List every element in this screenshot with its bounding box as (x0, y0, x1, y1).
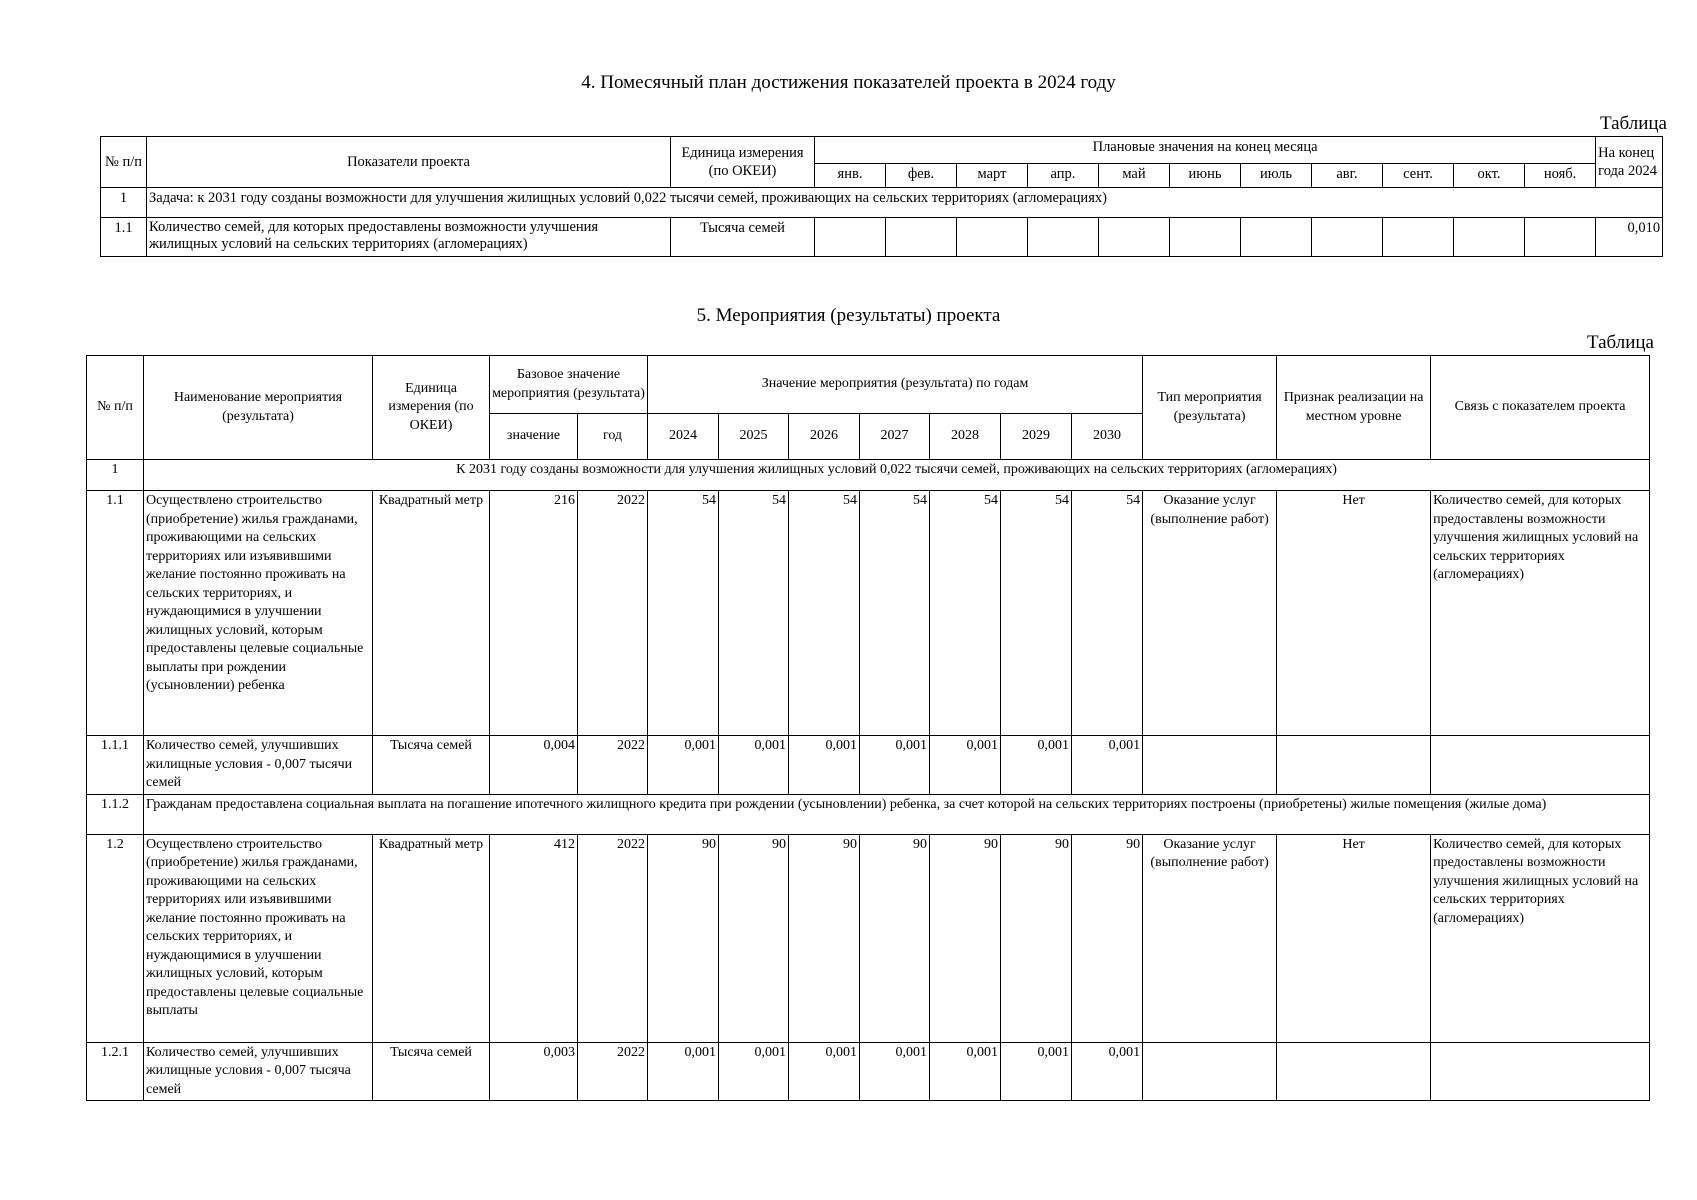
local-level-flag: Нет (1277, 834, 1431, 1042)
end-of-year-value: 0,010 (1596, 218, 1663, 257)
task-text: К 2031 году созданы возможности для улучшения жилищных условий 0,022 тысячи семей, проживающих на сельских территориях (агломерациях) (144, 460, 1650, 491)
year-value: 0,001 (1072, 736, 1143, 795)
base-year: 2022 (578, 491, 648, 736)
header-base-year: год (578, 414, 648, 460)
subtask-text: Гражданам предоставлена социальная выплата на погашение ипотечного жилищного кредита при рождении (усыновлении) ребенка, за счет которой на сельских территориях построены (приобретены) жилые помещения (жилые дома) (144, 794, 1650, 834)
table-row (101, 218, 1663, 257)
month-cell (1454, 218, 1525, 257)
year-value: 0,001 (1001, 1042, 1072, 1101)
header-year: 2028 (930, 414, 1001, 460)
section4-table-label: Таблица (1599, 113, 1667, 134)
year-value: 0,001 (648, 736, 719, 795)
table-row (87, 1042, 1650, 1101)
year-value: 54 (719, 491, 789, 736)
header-year: 2027 (860, 414, 930, 460)
header-month: апр. (1028, 164, 1099, 188)
result-name: Осуществлено строительство (приобретение) жилья гражданами, проживающими на сельских территориях или изъявившими желание постоянно проживать на сельских территориях, и нуждающимися в улучшении жилищных условий, которым предоставлены целевые социальные выплаты при рождении (усыновлении) ребенка (144, 491, 373, 736)
year-value: 54 (1072, 491, 1143, 736)
year-value: 0,001 (860, 1042, 930, 1101)
year-value: 0,001 (789, 736, 860, 795)
section4-title: 4. Помесячный план достижения показателей проекта в 2024 году (581, 72, 1116, 93)
year-value: 0,001 (719, 1042, 789, 1101)
year-value: 90 (789, 834, 860, 1042)
header-month: июль (1241, 164, 1312, 188)
header-num: № п/п (87, 356, 144, 460)
row-num: 1.2.1 (87, 1042, 144, 1101)
year-value: 54 (930, 491, 1001, 736)
year-value: 90 (860, 834, 930, 1042)
section5-title: 5. Мероприятия (результаты) проекта (696, 305, 1001, 326)
year-value: 54 (648, 491, 719, 736)
result-unit: Тысяча семей (373, 736, 490, 795)
row-num: 1 (101, 188, 147, 218)
header-planned-values: Плановые значения на конец месяца (815, 137, 1596, 164)
header-type: Тип мероприятия (результата) (1143, 356, 1277, 460)
header-month: авг. (1312, 164, 1383, 188)
header-month: май (1099, 164, 1170, 188)
local-level-flag: Нет (1277, 491, 1431, 736)
base-value: 412 (490, 834, 578, 1042)
month-cell (1241, 218, 1312, 257)
month-cell (1170, 218, 1241, 257)
month-cell (815, 218, 886, 257)
header-base: Базовое значение мероприятия (результата) (490, 356, 648, 414)
row-num: 1.1 (101, 218, 147, 257)
year-value: 0,001 (860, 736, 930, 795)
indicator-link (1431, 736, 1650, 795)
header-end-of-year: На конец года 2024 (1596, 137, 1663, 188)
result-unit: Тысяча семей (373, 1042, 490, 1101)
year-value: 90 (719, 834, 789, 1042)
result-type: Оказание услуг (выполнение работ) (1143, 491, 1277, 736)
month-cell (957, 218, 1028, 257)
row-num: 1.2 (87, 834, 144, 1042)
year-value: 0,001 (648, 1042, 719, 1101)
base-year: 2022 (578, 736, 648, 795)
year-value: 54 (1001, 491, 1072, 736)
task-text: Задача: к 2031 году созданы возможности для улучшения жилищных условий 0,022 тысячи семей, проживающих на сельских территориях (агломерациях) (147, 188, 1663, 218)
indicator-unit: Тысяча семей (671, 218, 815, 257)
table-row (87, 834, 1650, 1042)
header-month: фев. (886, 164, 957, 188)
row-num: 1.1 (87, 491, 144, 736)
project-results-table (86, 355, 1650, 1101)
header-month: июнь (1170, 164, 1241, 188)
header-month: нояб. (1525, 164, 1596, 188)
table-row (87, 491, 1650, 736)
base-value: 0,003 (490, 1042, 578, 1101)
year-value: 90 (648, 834, 719, 1042)
year-value: 0,001 (930, 1042, 1001, 1101)
result-type: Оказание услуг (выполнение работ) (1143, 834, 1277, 1042)
header-month: окт. (1454, 164, 1525, 188)
year-value: 90 (1001, 834, 1072, 1042)
header-name: Наименование мероприятия (результата) (144, 356, 373, 460)
month-cell (1525, 218, 1596, 257)
row-num: 1 (87, 460, 144, 491)
header-year: 2026 (789, 414, 860, 460)
header-year: 2025 (719, 414, 789, 460)
result-name: Осуществлено строительство (приобретение) жилья гражданами, проживающими на сельских территориях или изъявившими желание постоянно проживать на сельских территориях, и нуждающимися в улучшении жилищных условий, которым предоставлены целевые социальные выплаты (144, 834, 373, 1042)
local-level-flag (1277, 1042, 1431, 1101)
header-indicators: Показатели проекта (147, 137, 671, 188)
result-unit: Квадратный метр (373, 491, 490, 736)
table-row (87, 794, 1650, 834)
year-value: 0,001 (930, 736, 1001, 795)
header-year: 2029 (1001, 414, 1072, 460)
year-value: 90 (930, 834, 1001, 1042)
result-type (1143, 736, 1277, 795)
year-value: 90 (1072, 834, 1143, 1042)
table-row (87, 460, 1650, 491)
header-num: № п/п (101, 137, 147, 188)
year-value: 0,001 (789, 1042, 860, 1101)
result-unit: Квадратный метр (373, 834, 490, 1042)
base-year: 2022 (578, 1042, 648, 1101)
section5-table-label: Таблица (1586, 332, 1654, 353)
header-month: янв. (815, 164, 886, 188)
base-value: 0,004 (490, 736, 578, 795)
header-year: 2024 (648, 414, 719, 460)
month-cell (1383, 218, 1454, 257)
header-base-value: значение (490, 414, 578, 460)
year-value: 0,001 (1001, 736, 1072, 795)
header-year: 2030 (1072, 414, 1143, 460)
year-value: 54 (789, 491, 860, 736)
month-cell (1028, 218, 1099, 257)
year-value: 0,001 (1072, 1042, 1143, 1101)
result-name: Количество семей, улучшивших жилищные условия - 0,007 тысяча семей (144, 1042, 373, 1101)
header-unit: Единица измерения (по ОКЕИ) (671, 137, 815, 188)
local-level-flag (1277, 736, 1431, 795)
header-month: сент. (1383, 164, 1454, 188)
table-row (87, 736, 1650, 795)
month-cell (886, 218, 957, 257)
header-unit: Единица измерения (по ОКЕИ) (373, 356, 490, 460)
indicator-link: Количество семей, для которых предоставлены возможности улучшения жилищных условий на сельских территориях (агломерациях) (1431, 834, 1650, 1042)
table-row (101, 188, 1663, 218)
month-cell (1099, 218, 1170, 257)
header-month: март (957, 164, 1028, 188)
result-name: Количество семей, улучшивших жилищные условия - 0,007 тысячи семей (144, 736, 373, 795)
monthly-plan-table (100, 136, 1663, 257)
indicator-link: Количество семей, для которых предоставлены возможности улучшения жилищных условий на сельских территориях (агломерациях) (1431, 491, 1650, 736)
header-local: Признак реализации на местном уровне (1277, 356, 1431, 460)
year-value: 54 (860, 491, 930, 736)
indicator-link (1431, 1042, 1650, 1101)
indicator-name: Количество семей, для которых предоставлены возможности улучшения жилищных условий на сельских территориях (агломерациях) (147, 218, 671, 257)
year-value: 0,001 (719, 736, 789, 795)
result-type (1143, 1042, 1277, 1101)
header-link: Связь с показателем проекта (1431, 356, 1650, 460)
row-num: 1.1.1 (87, 736, 144, 795)
header-by-years: Значение мероприятия (результата) по годам (648, 356, 1143, 414)
row-num: 1.1.2 (87, 794, 144, 834)
month-cell (1312, 218, 1383, 257)
base-value: 216 (490, 491, 578, 736)
base-year: 2022 (578, 834, 648, 1042)
